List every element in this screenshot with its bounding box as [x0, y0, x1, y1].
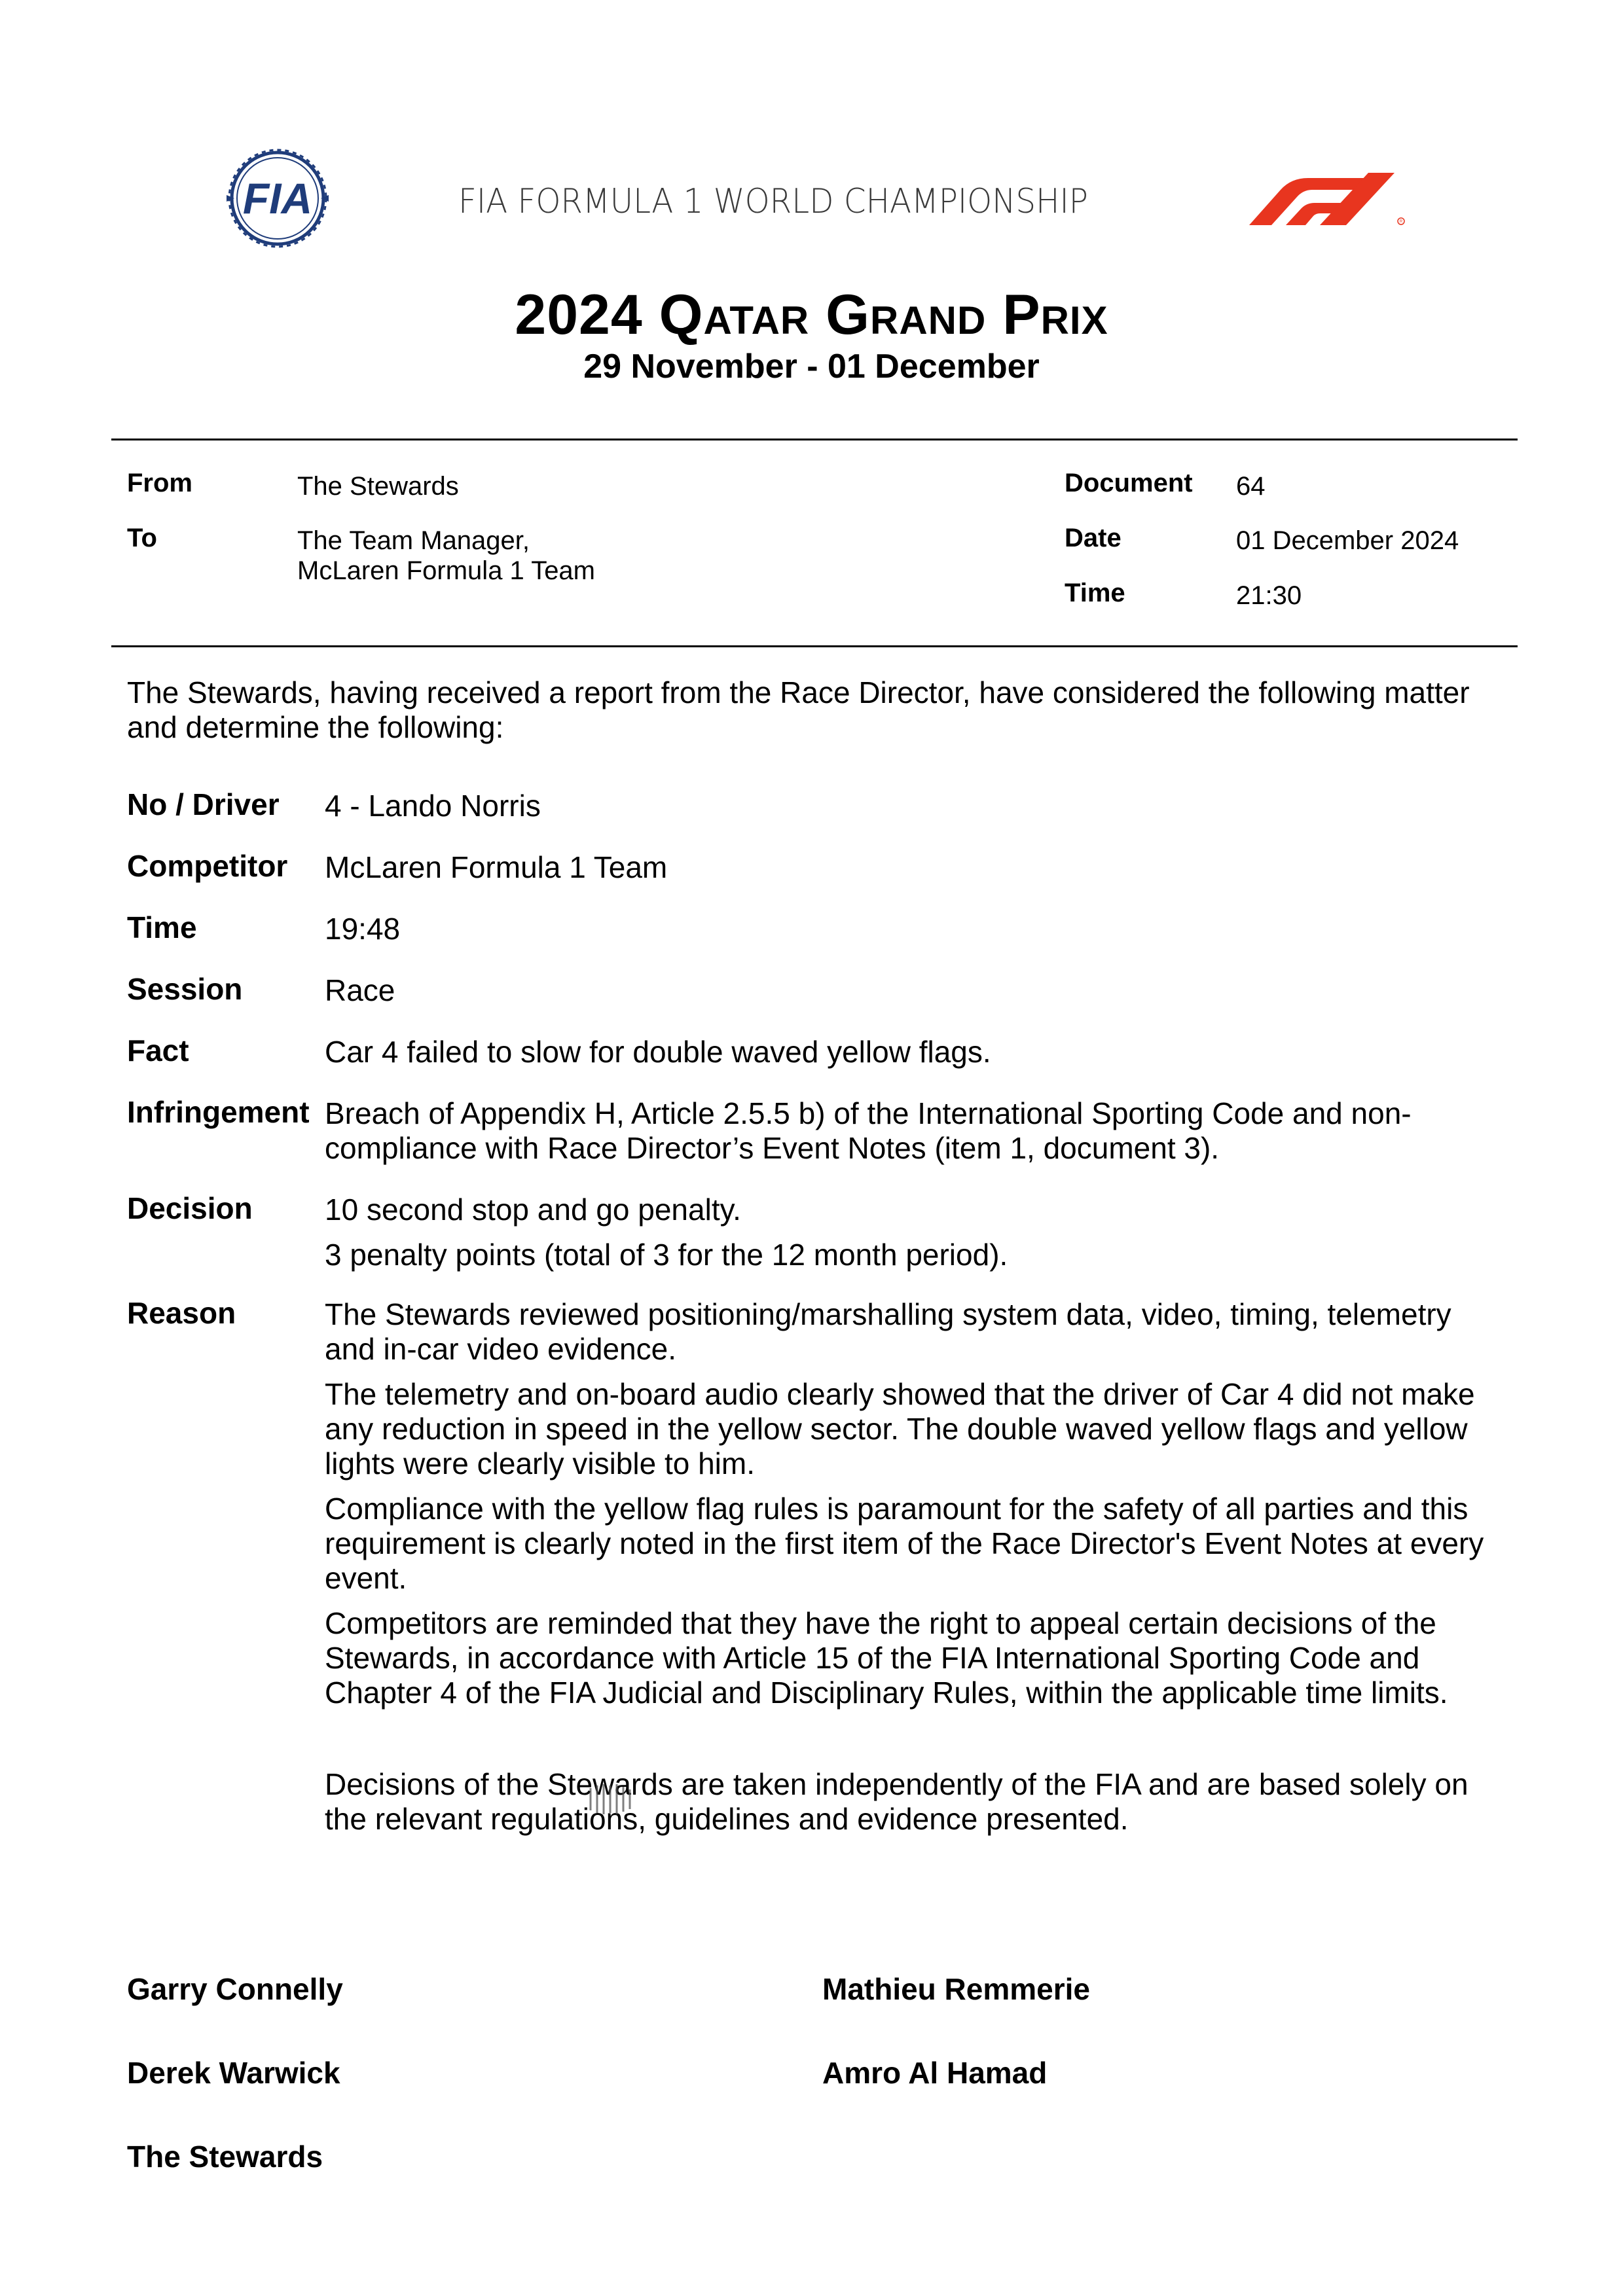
event-year: 2024 [515, 283, 643, 346]
championship-title: FIA FORMULA 1 WORLD CHAMPIONSHIP [458, 182, 1088, 221]
date-value: 01 December 2024 [1236, 526, 1459, 555]
stamp-mark [585, 1779, 636, 1817]
fact-label: Fact [127, 1033, 189, 1067]
stewards-footer: The Stewards [127, 2140, 323, 2174]
reason-label: Reason [127, 1296, 236, 1330]
competitor-value: McLaren Formula 1 Team [325, 850, 668, 884]
decision-line-1: 10 second stop and go penalty. [325, 1193, 741, 1227]
to-line-2: McLaren Formula 1 Team [297, 556, 595, 585]
time-label: Time [1065, 579, 1125, 607]
reason-paragraph-1: The Stewards reviewed positioning/marshalling system data, video, timing, telemetry and in-car video evidence. [325, 1297, 1451, 1366]
from-label: From [127, 469, 192, 497]
svg-text:R: R [1399, 220, 1403, 224]
infringement-label: Infringement [127, 1095, 310, 1129]
incident-time-value: 19:48 [325, 912, 401, 946]
infringement-value: Breach of Appendix H, Article 2.5.5 b) of the International Sporting Code and non-compliance with Race Director’s Event Notes (item 1, document 3). [325, 1096, 1412, 1165]
document-number: 64 [1236, 472, 1266, 501]
event-title [0, 283, 1623, 348]
reason-paragraph-2: The telemetry and on-board audio clearly showed that the driver of Car 4 did not make any reduction in speed in the yellow sector. The double waved yellow flags and yellow lights were clearly visible to him. [325, 1377, 1475, 1480]
signatory-garry-connelly: Garry Connelly [127, 1972, 343, 2006]
top-divider [111, 439, 1518, 440]
signatory-derek-warwick: Derek Warwick [127, 2056, 340, 2090]
decision-value [325, 1193, 1510, 1283]
reason-paragraph-4: Competitors are reminded that they have the right to appeal certain decisions of the Stewards, in accordance with Article 15 of the FIA International Sporting Code and Chapter 4 of the FIA Judicial and Disciplinary Rules, within the applicable time limits. [325, 1606, 1448, 1710]
fact-value: Car 4 failed to slow for double waved yellow flags. [325, 1035, 991, 1069]
to-label: To [127, 524, 157, 552]
f1-logo [1158, 105, 1419, 225]
driver-value: 4 - Lando Norris [325, 789, 541, 823]
reason-value [325, 1297, 1510, 1721]
session-label: Session [127, 972, 243, 1006]
driver-label: No / Driver [127, 787, 280, 821]
event-name: Qatar Grand Prix [659, 283, 1108, 346]
time-value: 21:30 [1236, 581, 1302, 610]
competitor-label: Competitor [127, 849, 288, 883]
signatory-mathieu-remmerie: Mathieu Remmerie [822, 1972, 1091, 2006]
incident-time-label: Time [127, 910, 197, 944]
intro-paragraph: The Stewards, having received a report from the Race Director, have considered the following matter and determine the following: [127, 675, 1470, 744]
signatory-amro-al-hamad: Amro Al Hamad [822, 2056, 1048, 2090]
closing-statement: Decisions of the Stewards are taken independently of the FIA and are based solely on the relevant regulations, guidelines and evidence presented. [325, 1767, 1468, 1836]
event-dates: 29 November - 01 December [583, 348, 1040, 386]
to-value [297, 526, 595, 586]
document-label: Document [1065, 469, 1193, 497]
decision-line-2: 3 penalty points (total of 3 for the 12 month period). [325, 1238, 1008, 1272]
fia-logo [208, 149, 347, 247]
fia-logo-text: FIA [242, 174, 313, 223]
decision-label: Decision [127, 1191, 253, 1225]
session-value: Race [325, 973, 395, 1007]
date-label: Date [1065, 524, 1122, 552]
bottom-divider [111, 645, 1518, 647]
reason-paragraph-3: Compliance with the yellow flag rules is paramount for the safety of all parties and this requirement is clearly noted in the first item of the Race Director's Event Notes at every event. [325, 1492, 1484, 1595]
to-line-1: The Team Manager, [297, 526, 530, 555]
from-value: The Stewards [297, 472, 459, 501]
